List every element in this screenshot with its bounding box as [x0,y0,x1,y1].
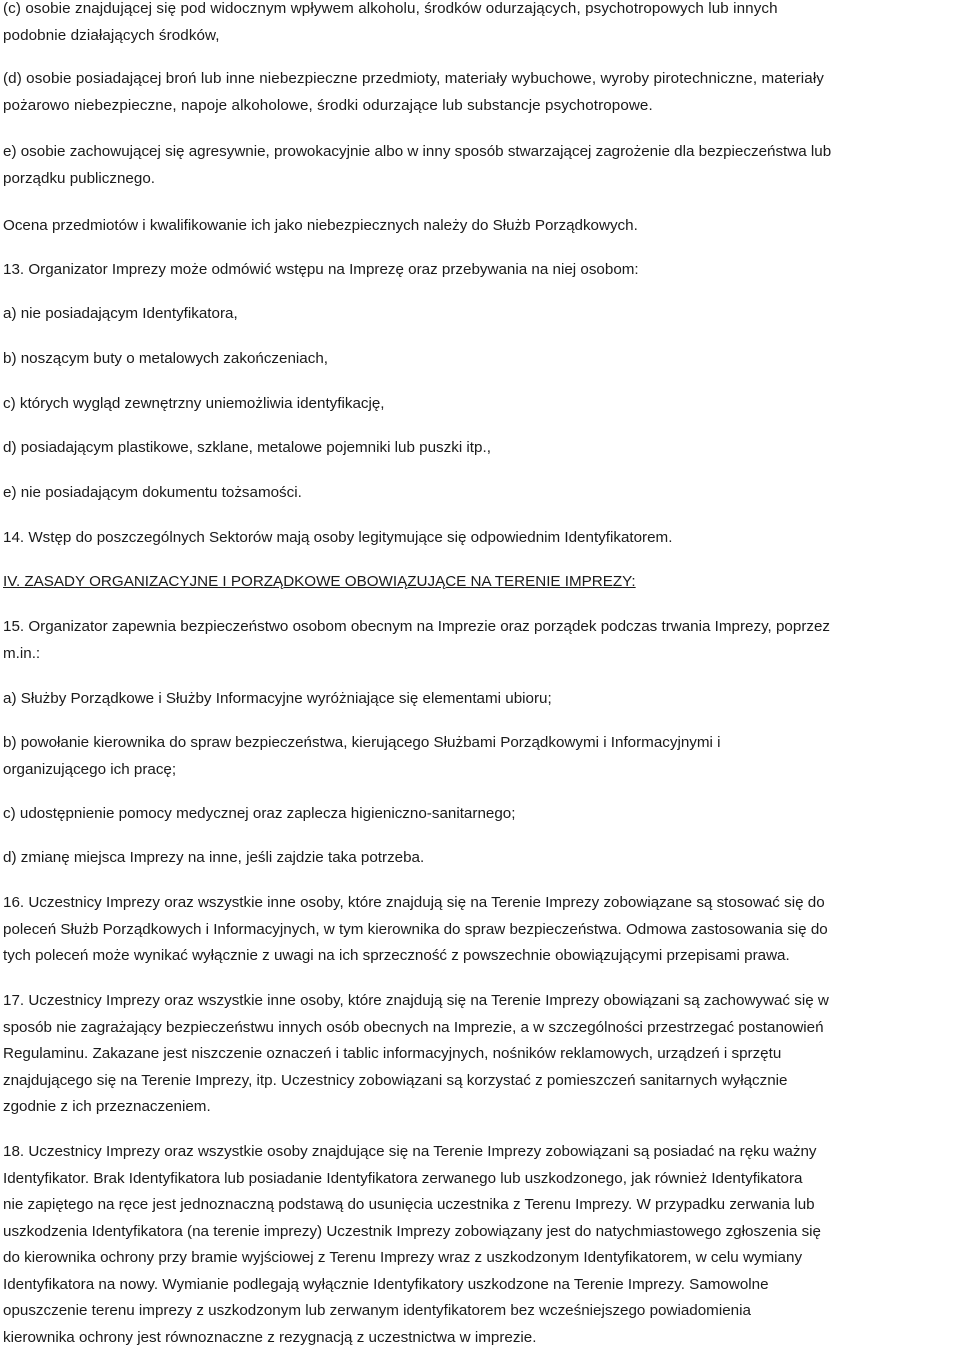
paragraph-18: 18. Uczestnicy Imprezy oraz wszystkie osoby znajdujące się na Terenie Imprezy zobowiązani są posiadać na ręku ważny Identyfikator. Brak Identyfikatora lub posiadanie Identyfikatora zerwanego lub uszkodzonego, jak również Identyfikatora nie zapiętego na ręce jest jednoznaczną podstawą do usunięcia uczestnika z Terenu Imprezy. W przypadku zerwania lub uszkodzenia Identyfikatora (na terenie imprezy) Uczestnik Imprezy zobowiązany jest do natychmiastowego zgłoszenia się do kierownika ochrony przy bramie wyjściowej z Terenu Imprezy wraz z uszkodzonym Identyfikatorem, w celu wymiany Identyfikatora na nowy. Wymianie podlegają wyłącznie Identyfikatory uszkodzone na Terenie Imprezy. Samowolne opuszczenie terenu imprezy z uszkodzonym lub zerwanym identyfikatorem bez wcześniejszego powiadomienia kierownika ochrony jest równoznaczne z rezygnacją z uczestnictwa w imprezie. [3,1143,821,1346]
list-item-13b: b) noszącym buty o metalowych zakończeniach, [3,350,328,367]
paragraph-ocena: Ocena przedmiotów i kwalifikowanie ich jako niebezpiecznych należy do Służb Porządkowych. [3,217,638,234]
list-item-13a: a) nie posiadającym Identyfikatora, [3,305,238,322]
paragraph-e: e) osobie zachowującej się agresywnie, prowokacyjnie albo w inny sposób stwarzającej zagrożenie dla bezpieczeństwa lub porządku publicznego. [3,143,832,187]
list-item-15c: c) udostępnienie pomocy medycznej oraz zaplecza higieniczno-sanitarnego; [3,805,516,822]
list-item-15b: b) powołanie kierownika do spraw bezpieczeństwa, kierującego Służbami Porządkowymi i Informacyjnymi i organizującego ich pracę; [3,734,721,778]
paragraph-16: 16. Uczestnicy Imprezy oraz wszystkie inne osoby, które znajdują się na Terenie Imprezy zobowiązane są stosować się do poleceń Służb Porządkowych i Informacyjnych, w tym kierownika do spraw bezpieczeństwa. Odmowa zastosowania się do tych poleceń może wynikać wyłącznie z uwagi na ich sprzeczność z powszechnie obowiązującymi przepisami prawa. [3,894,828,964]
paragraph-d: (d) osobie posiadającej broń lub inne niebezpieczne przedmioty, materiały wybuchowe, wyroby pirotechniczne, materiały pożarowo niebezpieczne, napoje alkoholowe, środki odurzające lub substancje psychotropowe. [3,70,824,114]
paragraph-c: (c) osobie znajdującej się pod widocznym wpływem alkoholu, środków odurzających, psychotropowych lub innych podobnie działających środków, [3,0,778,44]
list-item-15d: d) zmianę miejsca Imprezy na inne, jeśli zajdzie taka potrzeba. [3,849,425,866]
paragraph-13: 13. Organizator Imprezy może odmówić wstępu na Imprezę oraz przebywania na niej osobom: [3,261,639,278]
paragraph-17: 17. Uczestnicy Imprezy oraz wszystkie inne osoby, które znajdują się na Terenie Imprezy obowiązani są zachowywać się w sposób nie zagrażający bezpieczeństwu innych osób obecnych na Imprezie, a w szczególności przestrzegać postanowień Regulaminu. Zakazane jest niszczenie oznaczeń i tablic informacyjnych, nośników reklamowych, urządzeń i sprzętu znajdującego się na Terenie Imprezy, itp. Uczestnicy zobowiązani są korzystać z pomieszczeń sanitarnych wyłącznie zgodnie z ich przeznaczeniem. [3,992,829,1115]
list-item-13c: c) których wygląd zewnętrzny uniemożliwia identyfikację, [3,395,385,412]
section-heading-iv: IV. ZASADY ORGANIZACYJNE I PORZĄDKOWE OBOWIĄZUJĄCE NA TERENIE IMPREZY: [3,573,636,590]
paragraph-15: 15. Organizator zapewnia bezpieczeństwo osobom obecnym na Imprezie oraz porządek podczas trwania Imprezy, poprzez m.in.: [3,618,831,662]
list-item-13e: e) nie posiadającym dokumentu tożsamości. [3,484,302,501]
paragraph-14: 14. Wstęp do poszczególnych Sektorów mają osoby legitymujące się odpowiednim Identyfikatorem. [3,529,673,546]
list-item-13d: d) posiadającym plastikowe, szklane, metalowe pojemniki lub puszki itp., [3,439,491,456]
list-item-15a: a) Służby Porządkowe i Służby Informacyjne wyróżniające się elementami ubioru; [3,690,552,707]
